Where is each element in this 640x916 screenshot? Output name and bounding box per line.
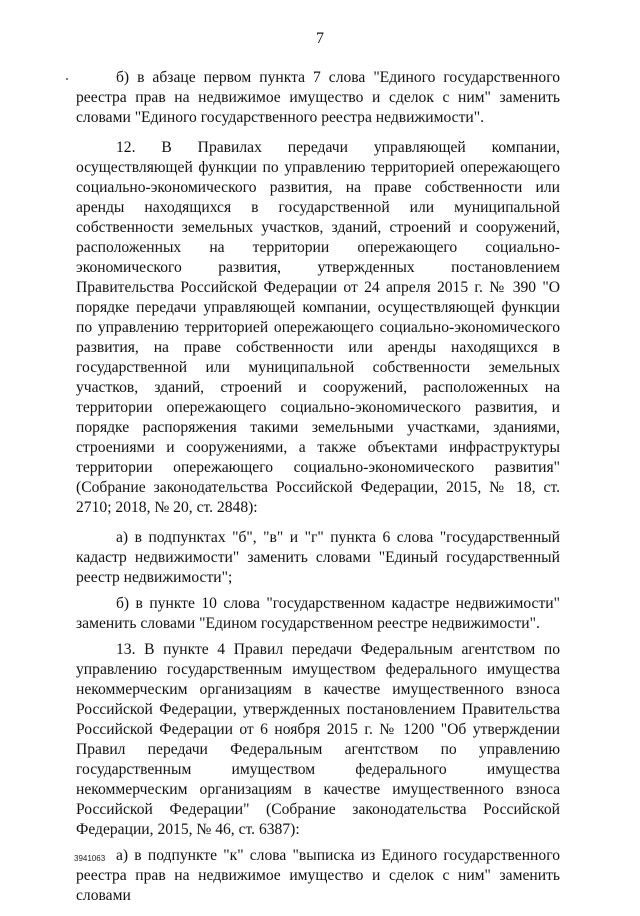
paragraph: б) в абзаце первом пункта 7 слова "Единого государственного реестра прав на недвижимое имущество и сделок с ним" заменить словами "Единого государственного реестра недвижимости". (76, 69, 560, 126)
paragraph: 12. В Правилах передачи управляющей компании, осуществляющей функции по управлению территорией опережающего социально-экономического развития, на праве собственности или аренды находящихся в государственной или муниципальной собственности земельных участков, зданий, строений и сооружений, расположенных на территории опережающего социально-экономического развития, утвержденных постановлением Правительства Российской Федерации от 24 апреля 2015 г. № 390 "О порядке передачи управляющей компании, осуществляющей функции по управлению территорией опережающего социально-экономического развития, на праве собственности или аренды находящихся в государственной или муниципальной собственности земельных участков, зданий, строений и сооружений, расположенных на территории опережающего социально-экономического развития, и порядке распоряжения такими земельными участками, зданиями, строениями и сооружениями, а также объектами инфраструктуры территории опережающего социально-экономического развития" (Собрание законодательства Российской Федерации, 2015, № 18, ст. 2710; 2018, № 20, ст. 2848): (76, 139, 560, 516)
paragraph: а) в подпунктах "б", "в" и "г" пункта 6 слова "государственный кадастр недвижимости" заменить словами "Единый государственный реестр недвижимости"; (76, 529, 560, 586)
page-number: 7 (316, 30, 324, 47)
scan-artifact (66, 78, 68, 80)
paragraph: а) в подпункте "к" слова "выписка из Единого государственного реестра прав на недвижимое имущество и сделок с ним" заменить словами (76, 847, 560, 904)
document-code: 3941063 (74, 854, 106, 863)
document-body (76, 68, 560, 916)
paragraph: 13. В пункте 4 Правил передачи Федеральным агентством по управлению государственным имуществом федерального имущества некоммерческим организациям в качестве имущественного взноса Российской Федерации, утвержденных постановлением Правительства Российской Федерации от 6 ноября 2015 г. № 1200 "Об утверждении Правил передачи Федеральным агентством по управлению государственным имуществом федерального имущества некоммерческим организациям в качестве имущественного взноса Российской Федерации" (Собрание законодательства Российской Федерации, 2015, № 46, ст. 6387): (76, 641, 560, 838)
paragraph: б) в пункте 10 слова "государственном кадастре недвижимости" заменить словами "Едином государственном реестре недвижимости". (76, 595, 560, 632)
